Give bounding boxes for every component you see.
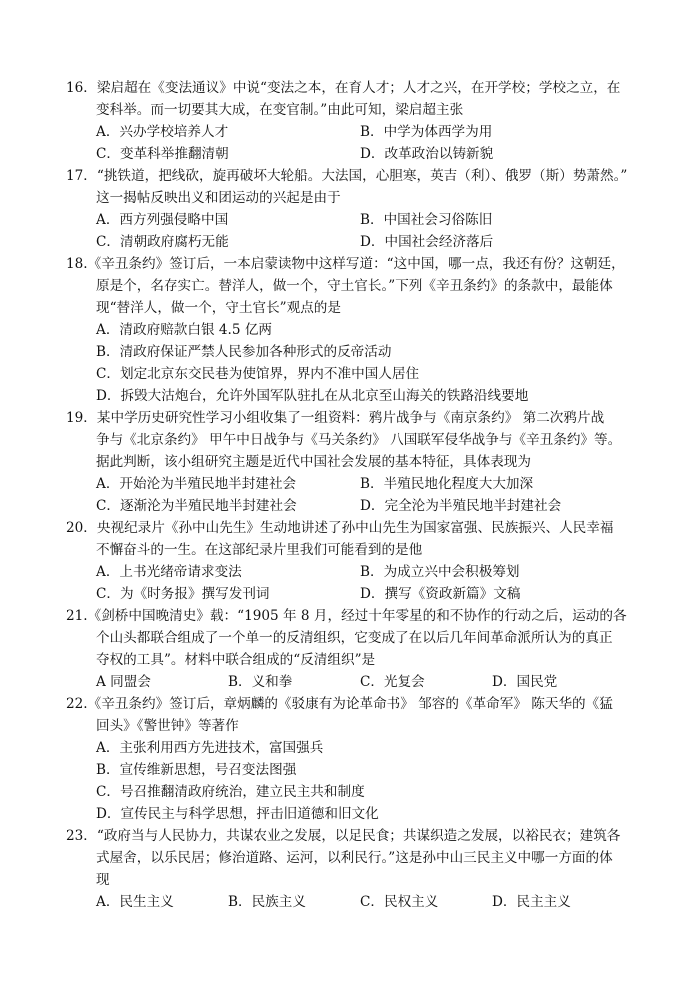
question-18-option-c: C．划定北京东交民巷为使馆界，界内不准中国人居住 bbox=[96, 366, 420, 382]
question-23-line-1: 23．“政府当与人民协力，共谋农业之发展，以足民食；共谋织造之发展，以裕民衣；建筑各 bbox=[66, 828, 621, 844]
question-16-option-a: A．兴办学校培养人才 bbox=[96, 124, 229, 140]
question-18-option-a: A．清政府赔款白银 4.5 亿两 bbox=[96, 322, 273, 338]
question-17-line-1: 17．“挑铁道，把线砍，旋再破坏大轮船。大法国，心胆寒，英吉（利）、俄罗（斯）势萧然。” bbox=[66, 168, 628, 184]
question-19-option-a: A．开始沦为半殖民地半封建社会 bbox=[96, 476, 297, 492]
question-16-option-d: D．改革政治以铸新貌 bbox=[360, 146, 494, 162]
question-22-option-b: B．宣传维新思想，号召变法图强 bbox=[96, 762, 297, 778]
question-20-line-1: 20．央视纪录片《孙中山先生》生动地讲述了孙中山先生为国家富强、民族振兴、人民幸福 bbox=[66, 520, 614, 536]
question-21-option-d: D．国民党 bbox=[492, 674, 558, 690]
question-22-line-1: 22.《辛丑条约》签订后，章炳麟的《驳康有为论革命书》 邹容的《革命军》 陈天华的《猛 bbox=[66, 696, 613, 712]
question-20-line-2: 不懈奋斗的一生。在这部纪录片里我们可能看到的是他 bbox=[96, 542, 423, 558]
question-17-option-d: D．中国社会经济落后 bbox=[360, 234, 494, 250]
question-17-option-c: C．清朝政府腐朽无能 bbox=[96, 234, 229, 250]
question-17-line-2: 这一揭帖反映出义和团运动的兴起是由于 bbox=[96, 190, 341, 206]
question-21-option-a: A 同盟会 bbox=[96, 674, 151, 690]
question-17-option-b: B．中国社会习俗陈旧 bbox=[360, 212, 493, 228]
question-19-line-1: 19．某中学历史研究性学习小组收集了一组资料：鸦片战争与《南京条约》 第二次鸦片战 bbox=[66, 410, 605, 426]
question-19-line-3: 据此判断，该小组研究主题是近代中国社会发展的基本特征，具体表现为 bbox=[96, 454, 531, 470]
question-23-option-a: A．民生主义 bbox=[96, 894, 174, 910]
question-20-option-b: B．为成立兴中会积极筹划 bbox=[360, 564, 520, 580]
question-23-option-b: B．民族主义 bbox=[228, 894, 306, 910]
question-21-option-c: C．光复会 bbox=[360, 674, 425, 690]
question-22-option-c: C．号召推翻清政府统治，建立民主共和制度 bbox=[96, 784, 365, 800]
question-18-option-d: D．拆毁大沽炮台，允许外国军队驻扎在从北京至山海关的铁路沿线要地 bbox=[96, 388, 529, 404]
question-18-line-1: 18.《辛丑条约》签订后，一本启蒙读物中这样写道：“这中国，哪一点，我还有份？这朝廷， bbox=[66, 256, 625, 272]
question-19-option-d: D．完全沦为半殖民地半封建社会 bbox=[360, 498, 562, 514]
question-21-line-1: 21.《剑桥中国晚清史》载：“1905 年 8 月，经过十年零星的和不协作的行动之后，运动的各 bbox=[66, 608, 627, 624]
question-21-line-3: 夺权的工具”。材料中联合组成的“反清组织”是 bbox=[96, 652, 376, 668]
question-16-option-c: C．变革科举推翻清朝 bbox=[96, 146, 229, 162]
question-19-line-2: 争与《北京条约》 甲午中日战争与《马关条约》 八国联军侵华战争与《辛丑条约》等。 bbox=[96, 432, 622, 448]
question-22-option-d: D．宣传民主与科学思想，抨击旧道德和旧文化 bbox=[96, 806, 379, 822]
question-19-option-b: B．半殖民地化程度大大加深 bbox=[360, 476, 534, 492]
question-18-line-2: 原是个，名存实亡。替洋人，做一个，守土官长。”下列《辛丑条约》的条款中，最能体 bbox=[96, 278, 613, 294]
question-23-option-d: D．民主主义 bbox=[492, 894, 571, 910]
question-18-line-3: 现“替洋人，做一个，守土官长”观点的是 bbox=[96, 300, 341, 316]
question-20-option-d: D．撰写《资政新篇》文稿 bbox=[360, 586, 521, 602]
question-20-option-a: A．上书光绪帝请求变法 bbox=[96, 564, 242, 580]
question-18-option-b: B．清政府保证严禁人民参加各种形式的反帝活动 bbox=[96, 344, 392, 360]
question-22-option-a: A．主张利用西方先进技术，富国强兵 bbox=[96, 740, 324, 756]
question-17-option-a: A．西方列强侵略中国 bbox=[96, 212, 229, 228]
question-21-line-2: 个山头都联合组成了一个单一的反清组织，它变成了在以后几年间革命派所认为的真正 bbox=[96, 630, 613, 646]
question-22-line-2: 回头》《警世钟》等著作 bbox=[96, 718, 239, 734]
question-21-option-b: B．义和拳 bbox=[228, 674, 293, 690]
question-19-option-c: C．逐渐沦为半殖民地半封建社会 bbox=[96, 498, 297, 514]
question-20-option-c: C．为《时务报》撰写发刊词 bbox=[96, 586, 270, 602]
question-23-option-c: C．民权主义 bbox=[360, 894, 439, 910]
question-23-line-2: 式屋舍，以乐民居；修治道路、运河，以利民行。”这是孙中山三民主义中哪一方面的体 bbox=[96, 850, 613, 866]
question-16-option-b: B．中学为体西学为用 bbox=[360, 124, 493, 140]
question-16-line-2: 变科举。而一切要其大成，在变官制。”由此可知，梁启超主张 bbox=[96, 102, 464, 118]
question-23-line-3: 现 bbox=[96, 872, 110, 888]
question-16-line-1: 16．梁启超在《变法通议》中说“变法之本，在育人才；人才之兴，在开学校；学校之立，在 bbox=[66, 80, 621, 96]
